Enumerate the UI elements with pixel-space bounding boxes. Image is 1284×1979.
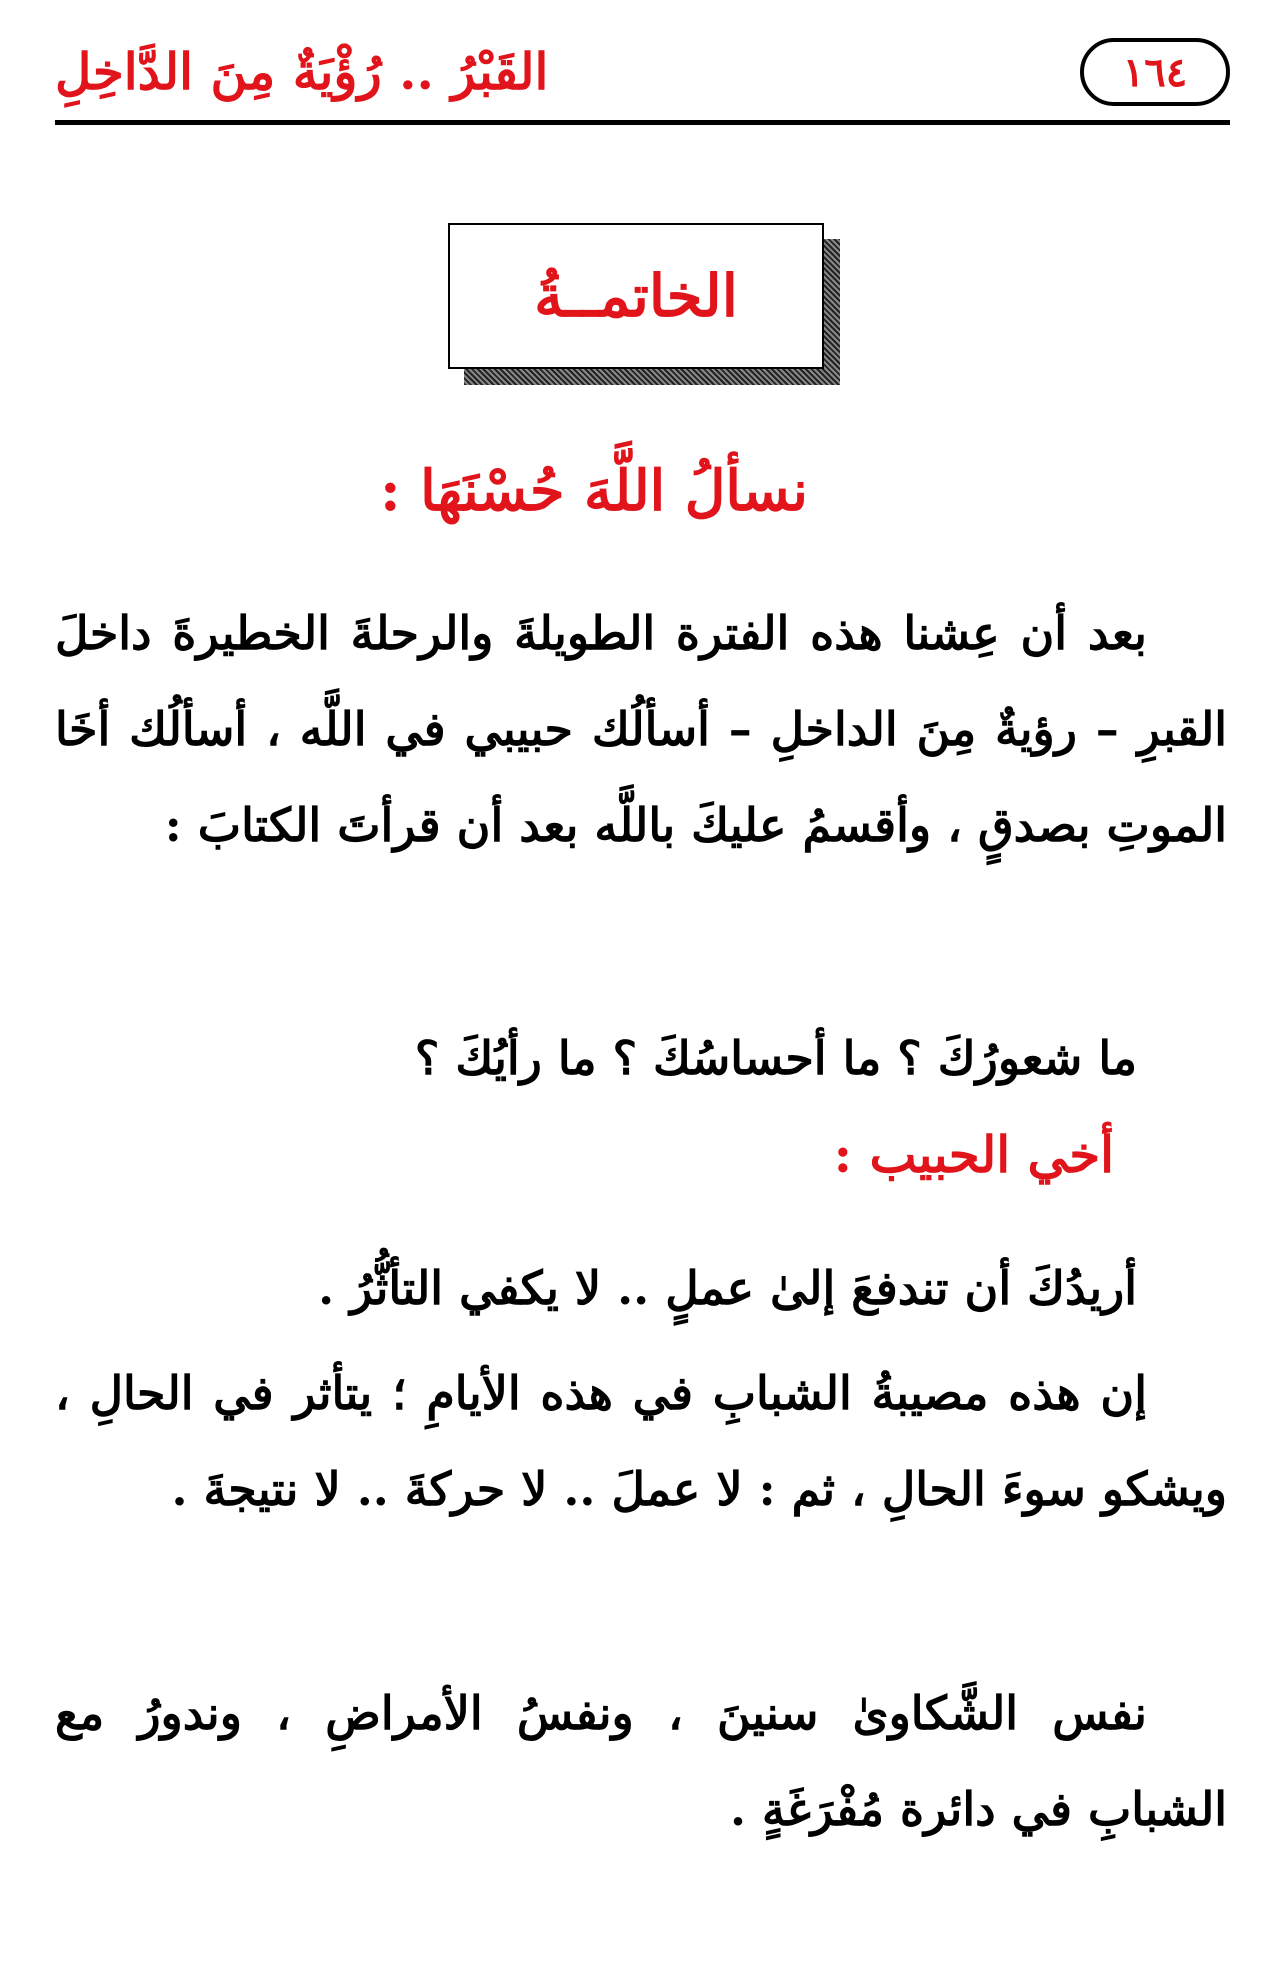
sub-heading: أخي الحبيب : xyxy=(833,1125,1114,1184)
header-divider xyxy=(55,120,1230,125)
paragraph-4: إن هذه مصيبةُ الشبابِ في هذه الأيامِ ؛ يتأثر في الحالِ ، ويشكو سوءَ الحالِ ، ثم : لا عملَ .. لا حركةَ .. لا نتيجةَ . xyxy=(55,1366,1227,1516)
chapter-title-box xyxy=(448,223,840,385)
paragraph-3: أريدُكَ أن تندفعَ إلىٰ عملٍ .. لا يكفي التأثُّرُ . xyxy=(318,1261,1137,1315)
page-header xyxy=(55,38,1230,128)
paragraph-1: بعد أن عِشنا هذه الفترة الطويلةَ والرحلةَ الخطيرةَ داخلَ القبرِ – رؤيةٌ مِنَ الداخلِ – أسألُك حبيبي في اللَّه ، أسألُك أخَا الموتِ بصدقٍ ، وأقسمُ عليكَ باللَّه بعد أن قرأتَ الكتابَ : xyxy=(55,606,1227,852)
paragraph-5: نفس الشَّكاوىٰ سنينَ ، ونفسُ الأمراضِ ، وندورُ مع الشبابِ في دائرة مُفْرَغَةٍ . xyxy=(55,1686,1227,1836)
running-title: القَبْرُ .. رُؤْيَةٌ مِنَ الدَّاخِلِ xyxy=(55,42,549,101)
section-heading: نسألُ اللَّهَ حُسْنَهَا : xyxy=(380,458,808,524)
paragraph-2: ما شعورُكَ ؟ ما أحساسُكَ ؟ ما رأيُكَ ؟ xyxy=(414,1031,1137,1085)
page-number: ١٦٤ xyxy=(1080,38,1230,106)
chapter-title: الخاتمــةُ xyxy=(448,223,824,369)
